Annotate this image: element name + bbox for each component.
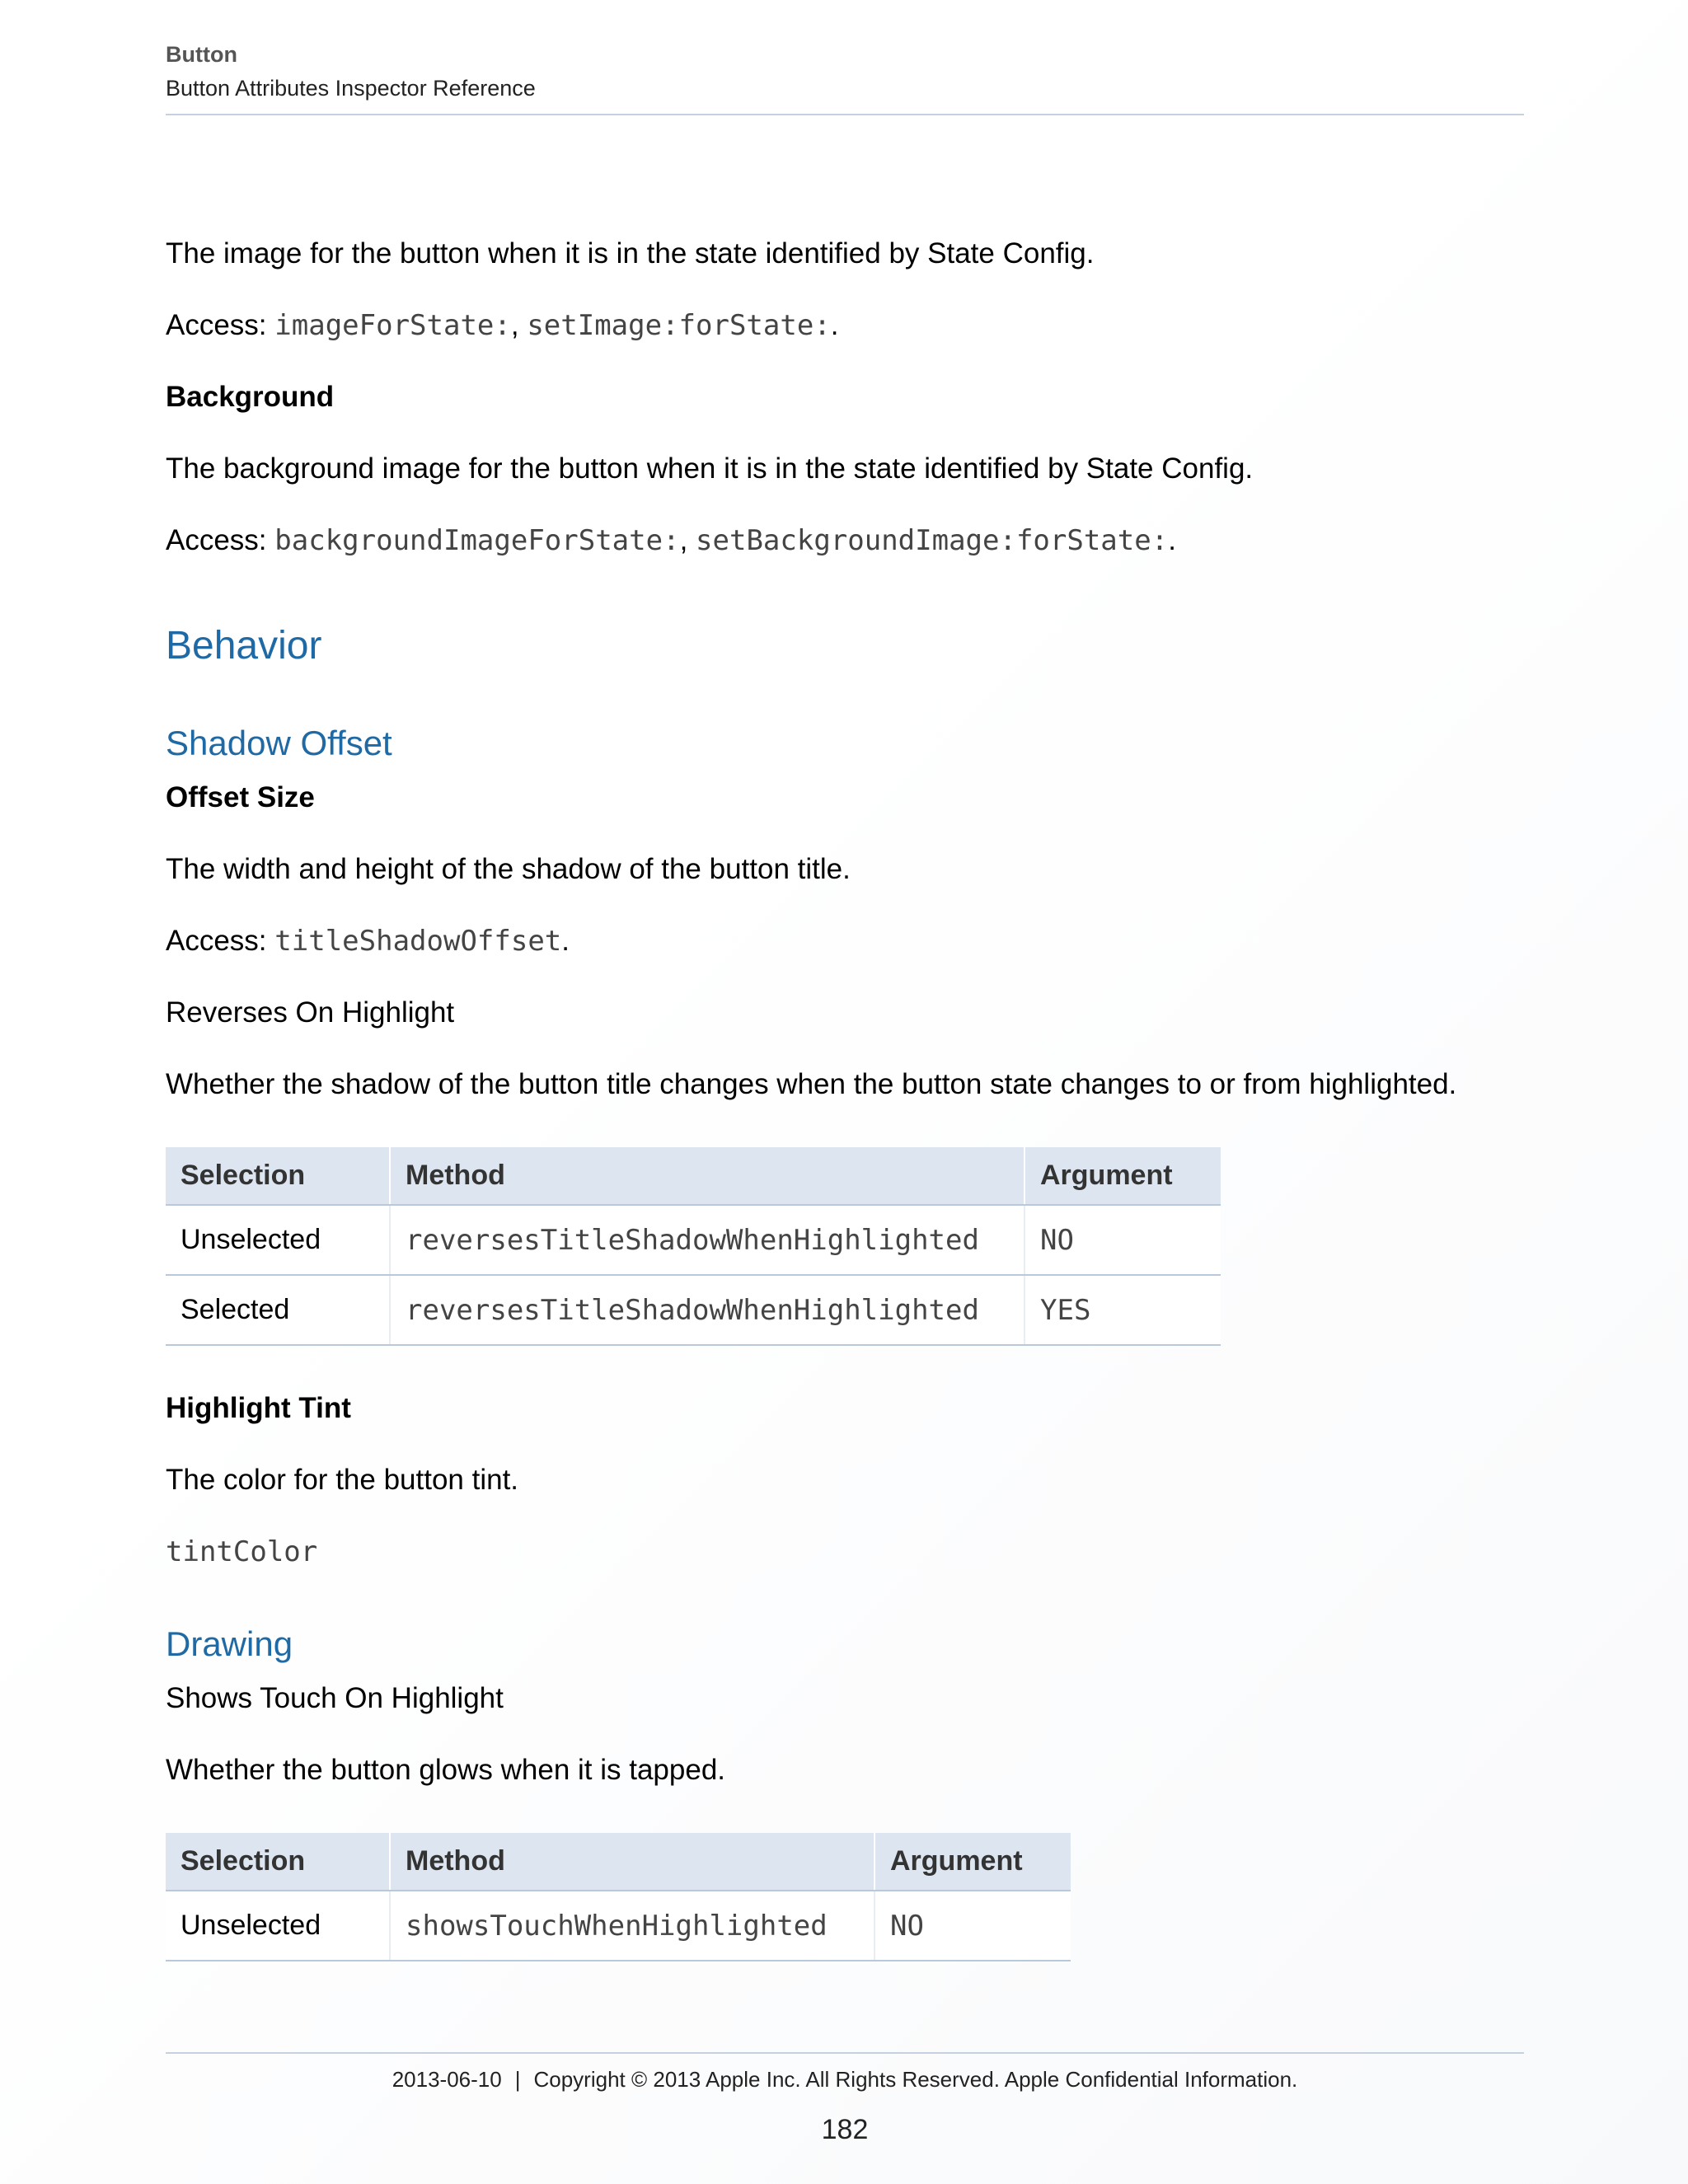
access-end: . xyxy=(561,925,570,957)
table-row xyxy=(166,1275,1221,1345)
image-getter: imageForState: xyxy=(274,309,511,342)
image-access-line xyxy=(166,304,1524,347)
table-header-method: Method xyxy=(390,1833,874,1891)
footer-date: 2013-06-10 xyxy=(392,2067,502,2092)
table-header-argument: Argument xyxy=(1025,1147,1221,1205)
title-shadow-offset-property: titleShadowOffset xyxy=(274,925,562,958)
footer-copyright: Copyright © 2013 Apple Inc. All Rights Reserved. Apple Confidential Information. xyxy=(533,2067,1298,2092)
reverses-title: Reverses On Highlight xyxy=(166,996,455,1029)
footer-divider xyxy=(166,2052,1524,2054)
reverses-table xyxy=(166,1147,1221,1346)
behavior-heading: Behavior xyxy=(166,624,322,668)
table-cell-selection: Unselected xyxy=(166,1205,390,1275)
table-cell-selection: Selected xyxy=(166,1275,390,1345)
table-cell-selection: Unselected xyxy=(166,1891,390,1961)
table-header-selection: Selection xyxy=(166,1833,390,1891)
offset-size-title: Offset Size xyxy=(166,781,315,813)
highlight-tint-description: The color for the button tint. xyxy=(166,1464,519,1496)
image-description: The image for the button when it is in the state identified by State Config. xyxy=(166,237,1095,269)
table-header-row xyxy=(166,1147,1221,1205)
background-setter: setBackgroundImage:forState: xyxy=(696,524,1169,557)
table-cell-method: showsTouchWhenHighlighted xyxy=(390,1891,874,1961)
header-section: Button Attributes Inspector Reference xyxy=(166,76,536,101)
image-setter: setImage:forState: xyxy=(527,309,831,342)
table-row xyxy=(166,1205,1221,1275)
highlight-tint-title: Highlight Tint xyxy=(166,1392,351,1424)
access-end: . xyxy=(830,309,839,341)
shows-touch-title: Shows Touch On Highlight xyxy=(166,1682,504,1714)
table-header-row xyxy=(166,1833,1071,1891)
page-content xyxy=(166,232,1524,1961)
header-chapter: Button xyxy=(166,42,237,67)
access-separator: , xyxy=(510,309,519,341)
background-description: The background image for the button when it is in the state identified by State Config. xyxy=(166,452,1254,485)
offset-size-description: The width and height of the shadow of the button title. xyxy=(166,853,851,885)
drawing-heading: Drawing xyxy=(166,1624,293,1663)
table-cell-argument: NO xyxy=(1025,1205,1221,1275)
table-cell-argument: YES xyxy=(1025,1275,1221,1345)
access-end: . xyxy=(1168,524,1176,556)
access-separator: , xyxy=(679,524,688,556)
background-title: Background xyxy=(166,381,335,413)
table-header-argument: Argument xyxy=(874,1833,1071,1891)
background-getter: backgroundImageForState: xyxy=(274,524,680,557)
page-header xyxy=(166,40,1524,103)
table-row xyxy=(166,1891,1071,1961)
reverses-description: Whether the shadow of the button title changes when the button state changes to or from highlighted. xyxy=(166,1068,1457,1100)
access-label: Access: xyxy=(166,925,267,957)
header-divider xyxy=(166,114,1524,115)
table-header-selection: Selection xyxy=(166,1147,390,1205)
background-access-line xyxy=(166,519,1524,562)
table-cell-method: reversesTitleShadowWhenHighlighted xyxy=(390,1205,1025,1275)
shows-touch-description: Whether the button glows when it is tapped. xyxy=(166,1754,726,1786)
table-cell-argument: NO xyxy=(874,1891,1071,1961)
table-cell-method: reversesTitleShadowWhenHighlighted xyxy=(390,1275,1025,1345)
tint-color-property: tintColor xyxy=(166,1535,318,1568)
tint-color-line xyxy=(166,1530,1524,1573)
shadow-offset-heading: Shadow Offset xyxy=(166,724,392,762)
access-label: Access: xyxy=(166,524,267,556)
access-label: Access: xyxy=(166,309,267,341)
footer-separator: | xyxy=(514,2067,521,2092)
page-footer xyxy=(166,2064,1524,2094)
offset-access-line xyxy=(166,920,1524,963)
shows-touch-table xyxy=(166,1833,1071,1961)
page-number: 182 xyxy=(821,2114,869,2145)
table-header-method: Method xyxy=(390,1147,1025,1205)
